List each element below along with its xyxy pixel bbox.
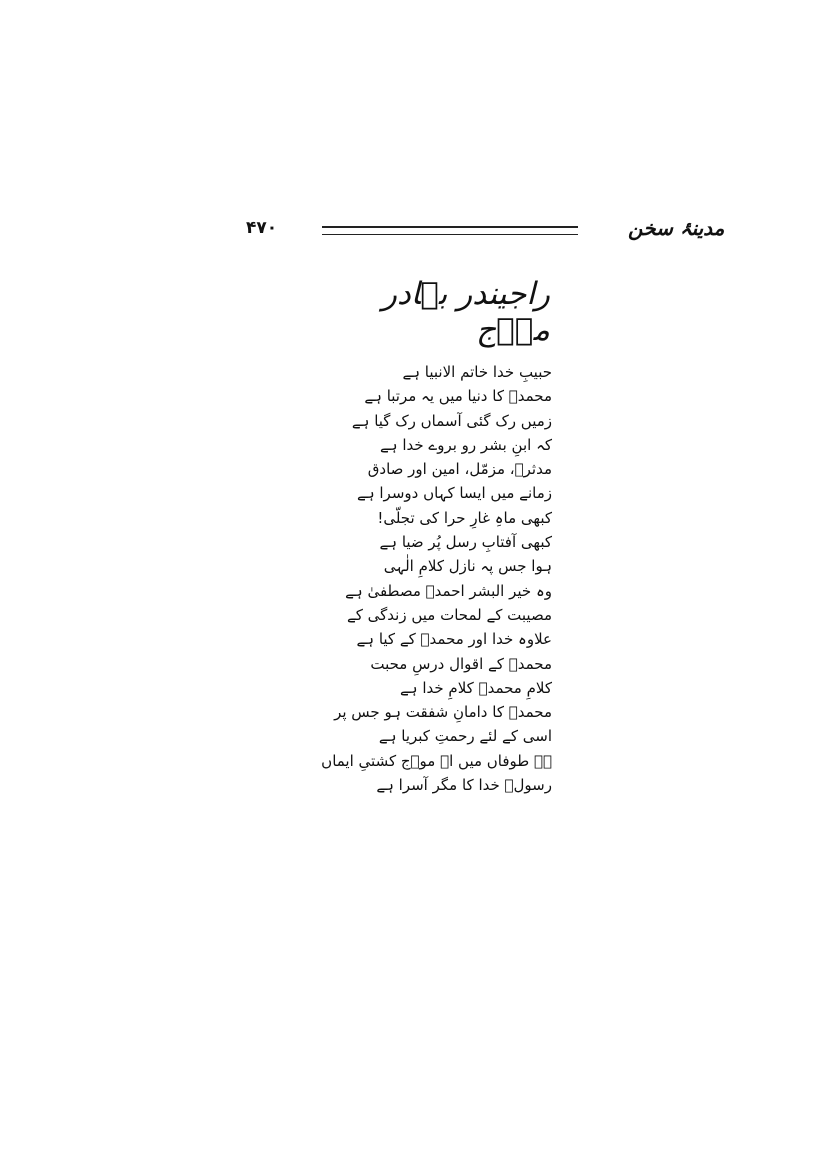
book-title: مدینۂ سخن [628, 216, 725, 240]
running-header [0, 214, 826, 254]
verse-line: اسی کے لئے رحمتِ کبریا ہے [378, 727, 552, 746]
verse-line: محمدؐ کا دنیا میں یہ مرتبا ہے [364, 387, 552, 406]
verse-line: کلامِ محمدؐ کلامِ خدا ہے [400, 678, 552, 697]
verse-line: مصیبت کے لمحات میں زندگی کے [346, 605, 552, 624]
verse-line: ہوا جس پہ نازل کلامِ الٰہی [383, 557, 552, 576]
verse-line: کبھی ماہِ غارِ حرا کی تجلّی! [377, 508, 552, 527]
page-number: ۴۷۰ [246, 218, 278, 238]
poem-title: راجیندر بہادر موؔج [381, 276, 550, 348]
verse-line: زمیں رک گئی آسماں رک گیا ہے [351, 411, 552, 430]
verse-line: وہ خیر البشر احمدؐ مصطفیٰ ہے [345, 581, 552, 600]
verse-line: ہے طوفاں میں اے موؔج کشتیِ ایماں [321, 751, 552, 770]
header-rule [322, 226, 578, 235]
verse-line: رسولؐ خدا کا مگر آسرا ہے [376, 776, 552, 795]
verse-line: محمدؐ کے اقوال درسِ محبت [370, 654, 552, 673]
verse-line: مدثرؐ، مزمّل، امین اور صادق [367, 460, 552, 479]
verse-line: کہ ابنِ بشر رو بروے خدا ہے [380, 435, 552, 454]
poem-verses [321, 360, 552, 797]
verse-line: زمانے میں ایسا کہاں دوسرا ہے [357, 484, 552, 503]
verse-line: محمدؐ کا دامانِ شفقت ہو جس پر [334, 703, 552, 722]
verse-line: حبیبِ خدا خاتم الانبیا ہے [402, 363, 552, 381]
verse-line: کبھی آفتابِ رسل پُر ضیا ہے [379, 533, 552, 552]
verse-line: علاوہ خدا اور محمدؐ کے کیا ہے [356, 630, 552, 649]
